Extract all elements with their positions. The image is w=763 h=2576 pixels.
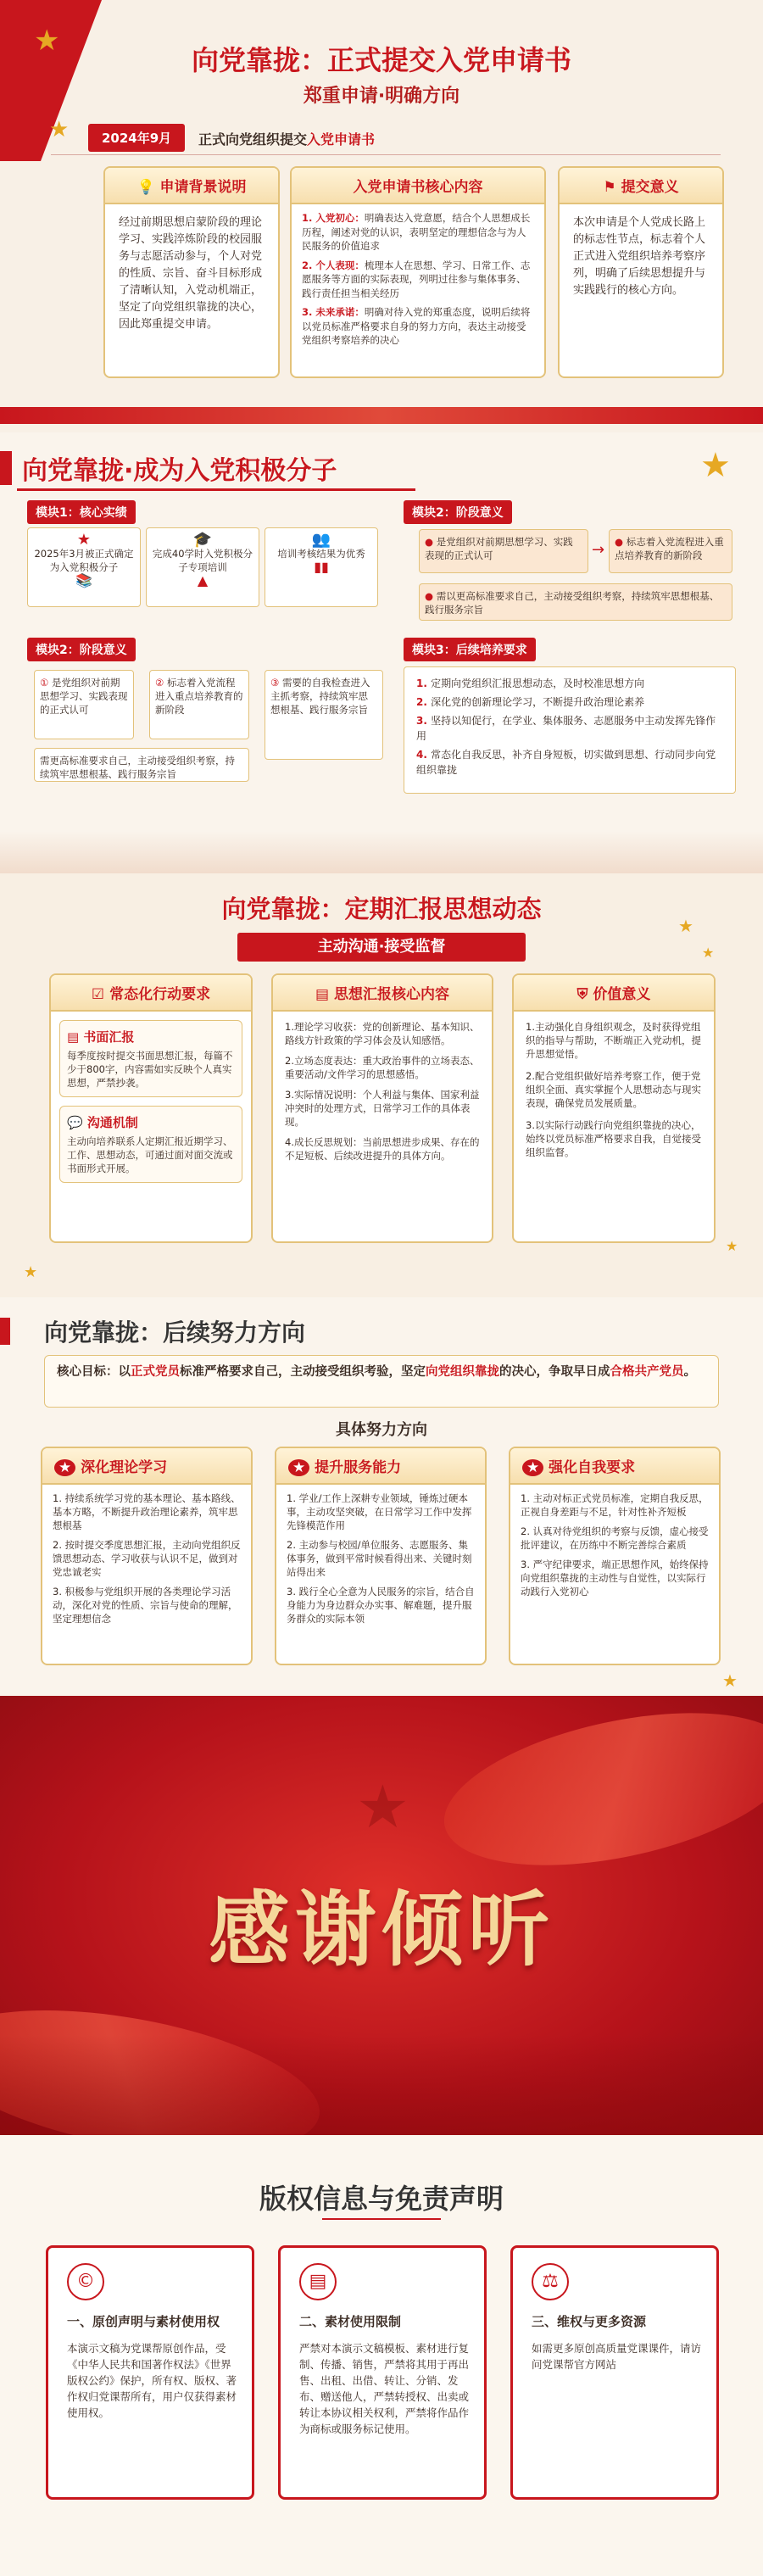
meaning-text: 是党组织对前期思想学习、实践表现的正式认可: [425, 536, 573, 561]
tagline: [198, 129, 375, 148]
card-body: 经过前期思想启蒙阶段的理论学习、实践淬炼阶段的校园服务与志愿活动参与，个人对党的性质、宗旨、奋斗目标形成了清晰认知，入党动机端正，坚定了向党组织靠拢的决心，因此郑重提交申请。: [119, 216, 263, 331]
dot-icon: ●: [425, 590, 437, 602]
achievement-text: 2025年3月被正式确定为入党积极分子: [34, 548, 134, 573]
card-body: 严禁对本演示文稿模板、素材进行复制、传播、销售，严禁将其用于再出售、出租、出借、转让、分销、发布、赠送他人，严禁转授权、出卖或转让本协议相关权利，严禁将作品作为商标或服务标记使用。: [299, 2342, 470, 2435]
requirements-box: [404, 666, 736, 794]
meaning-text: 需要的自我检查进入主抓考察，持续筑牢思想根基、践行服务宗旨: [270, 677, 370, 716]
star-badge-icon: ★: [522, 1459, 543, 1476]
dot-icon: ●: [425, 536, 437, 548]
section-title: 版权信息与免责声明: [259, 2183, 504, 2215]
column-service: [275, 1447, 487, 1665]
card-report-content: [271, 973, 493, 1243]
card-title-text: 思想汇报核心内容: [333, 986, 449, 1003]
subheading: 具体努力方向: [336, 1421, 427, 1439]
star-icon: ★: [49, 117, 70, 142]
banner-text: 主动沟通·接受监督: [317, 938, 446, 956]
card-actions: [49, 973, 253, 1243]
thanks-title: 感谢倾听: [209, 1882, 554, 1977]
module-tag: 模块2：阶段意义: [404, 500, 512, 524]
achievement-text: 培训考核结果为优秀: [277, 548, 365, 560]
card-title-text: 申请背景说明: [159, 179, 247, 196]
title-underline: [322, 2218, 441, 2220]
module-tag: 模块2：阶段意义: [27, 638, 136, 661]
card-title-text: 价值意义: [593, 986, 651, 1003]
goal-text: 核心目标：以: [57, 1365, 131, 1379]
list-item: 2.立场态度表达：重大政治事件的立场表态、重要活动/文件学习的思想感悟。: [285, 1055, 480, 1080]
card-title: [560, 168, 722, 204]
title-bar: [0, 451, 12, 485]
achievement-text: 完成40学时入党积极分子专项培训: [152, 548, 253, 573]
column-title-text: 深化理论学习: [81, 1459, 168, 1476]
card-title-text: 提交意义: [621, 179, 679, 196]
list-item: [302, 305, 534, 348]
document-icon: ▤: [299, 2263, 337, 2300]
tagline-text: 正式向党组织提交: [198, 131, 308, 148]
wave-decoration: [0, 831, 763, 873]
column-title: [510, 1448, 719, 1485]
goal-highlight: 正式党员: [131, 1365, 180, 1379]
achievement-box: [146, 527, 259, 607]
column-title-text: 提升服务能力: [315, 1459, 402, 1476]
item-number: 2.: [416, 696, 432, 708]
item-text: 深化党的创新理论学习，不断提升政治理论素养: [431, 696, 645, 708]
meaning-box: [609, 529, 732, 573]
graduation-cap-icon: 🎓: [192, 531, 213, 549]
achievement-box: [265, 527, 378, 607]
list-item: [416, 676, 723, 691]
meaning-box: [34, 748, 249, 782]
copyright-card: [278, 2245, 487, 2500]
item-number: 1.: [416, 677, 432, 689]
meaning-text: 标志着入党流程进入重点培养教育的新阶段: [155, 677, 243, 716]
meaning-box: [265, 670, 383, 760]
lightbulb-icon: 💡: [136, 179, 160, 196]
people-icon: 👥: [311, 531, 331, 549]
shield-icon: ⛨: [576, 986, 593, 1003]
section-activist: [0, 432, 763, 873]
card-background: [103, 166, 280, 378]
star-icon: ★: [678, 916, 693, 936]
card-title: [514, 975, 714, 1012]
card-title: [51, 975, 251, 1012]
star-icon: ★: [700, 446, 731, 485]
star-icon: ★: [34, 24, 60, 58]
copyright-card: [510, 2245, 719, 2500]
star-icon: ★: [726, 1238, 738, 1254]
date-badge: [88, 124, 185, 152]
ribbon: [0, 407, 763, 424]
section-application: [0, 0, 763, 432]
section-title: 向党靠拢·成为入党积极分子: [22, 456, 337, 486]
meaning-box: [34, 670, 134, 739]
card-significance: [558, 166, 724, 378]
card-title: [105, 168, 278, 204]
card-title: 二、素材使用限制: [299, 2314, 402, 2329]
star-icon: ★: [76, 531, 92, 549]
list-item: [416, 694, 723, 710]
list-item: 3.实际情况说明：个人利益与集体、国家利益冲突时的处理方式，日常学习工作的具体表现。: [285, 1089, 480, 1128]
subcard-title: 沟通机制: [86, 1115, 138, 1130]
subcard-title: 书面汇报: [83, 1029, 135, 1045]
star-icon: ★: [356, 1772, 409, 1842]
divider: [51, 154, 721, 155]
card-title: 入党申请书核心内容: [292, 168, 544, 204]
list-item: 1. 学业/工作上深耕专业领域，锤炼过硬本事，主动攻坚突破，在日常学习工作中发挥先锋模范作用: [287, 1492, 472, 1531]
item-number: 4.: [416, 749, 432, 761]
flag-icon: ⚑: [603, 179, 621, 196]
item-number: 3.: [416, 715, 432, 727]
column-title-text: 强化自我要求: [549, 1459, 636, 1476]
list-item: [416, 747, 723, 778]
title-underline: [17, 488, 415, 491]
list-item: 1. 主动对标正式党员标准，定期自我反思，正视自身差距与不足，针对性补齐短板: [521, 1492, 709, 1518]
step-number: ③: [270, 677, 282, 689]
subcard: [59, 1106, 242, 1183]
chart-icon: ▮▮: [314, 559, 329, 575]
item-text: 坚持以知促行，在学业、集体服务、志愿服务中主动发挥先锋作用: [416, 715, 716, 742]
dot-icon: ●: [615, 536, 627, 548]
column-title: [42, 1448, 251, 1485]
section-title: 向党靠拢：后续努力方向: [44, 1319, 306, 1347]
section-title: 向党靠拢：定期汇报思想动态: [221, 895, 542, 923]
page-title: 向党靠拢：正式提交入党申请书: [191, 44, 571, 76]
item-text: 常态化自我反思，补齐自身短板，切实做到思想、行动同步向党组织靠拢: [416, 749, 716, 776]
gavel-icon: ⚖: [532, 2263, 569, 2300]
star-icon: ★: [24, 1263, 38, 1281]
title-bar: [0, 1318, 10, 1345]
chat-icon: 💬: [67, 1115, 87, 1130]
copyright-card: [46, 2245, 254, 2500]
podium-icon: ▲: [197, 572, 209, 588]
list-item: 3. 积极参与党组织开展的各类理论学习活动，深化对党的性质、宗旨与使命的理解，坚定理想信念: [53, 1586, 238, 1625]
module-tag: 模块3：后续培养要求: [404, 638, 536, 661]
goal-highlight: 向党组织靠拢: [426, 1365, 499, 1379]
item-text: 梳理本人在思想、学习、日常工作、志愿服务等方面的实际表现，列明过往参与集体事务、践行责任担当相关经历: [302, 259, 531, 299]
column-theory: [41, 1447, 253, 1665]
section-report: [0, 873, 763, 1297]
list-item: 2. 认真对待党组织的考察与反馈，虚心接受批评建议，在历练中不断完善综合素质: [521, 1525, 709, 1551]
star-badge-icon: ★: [288, 1459, 309, 1476]
meaning-box: [419, 529, 588, 573]
card-title: [273, 975, 492, 1012]
section-copyright: [0, 2135, 763, 2576]
module-tag: 模块1：核心实绩: [27, 500, 136, 524]
meaning-text: 是党组织对前期思想学习、实践表现的正式认可: [40, 677, 128, 716]
document-icon: ▤: [67, 1029, 84, 1045]
list-item: [416, 713, 723, 744]
section-thanks: [0, 1696, 763, 2135]
card-body: 本次申请是个人党成长路上的标志性节点，标志着个人正式进入党组织培养考察序列，明确了后续思想提升与实践践行的核心方向。: [573, 216, 706, 297]
meaning-text: 需以更高标准要求自己，主动接受组织考察，持续筑牢思想根基、践行服务宗旨: [425, 590, 720, 616]
goal-text: 标准严格要求自己，主动接受组织考验，坚定: [180, 1365, 426, 1379]
mountain-decoration: [0, 2035, 763, 2135]
silk-ribbon: [431, 1696, 763, 1893]
list-item: 2. 按时提交季度思想汇报，主动向党组织反馈思想动态、学习收获与认识不足，做到对党忠诚老实: [53, 1539, 241, 1578]
goal-box: [44, 1355, 719, 1408]
list-item: 3. 践行全心全意为人民服务的宗旨，结合自身能力为身边群众办实事、解难题，提升服务群众的实际本领: [287, 1586, 475, 1625]
tagline-highlight: 入党申请书: [307, 131, 376, 148]
list-item: 2.配合党组织做好培养考察工作，便于党组织全面、真实掌握个人思想动态与现实表现，确保党员发展质量。: [526, 1070, 701, 1109]
card-title-text: 常态化行动要求: [109, 986, 211, 1003]
list-item: 3. 严守纪律要求，端正思想作风，始终保持向党组织靠拢的主动性与自觉性，以实际行动践行入党初心: [521, 1558, 709, 1597]
meaning-text: 需更高标准要求自己，主动接受组织考察，持续筑牢思想根基、践行服务宗旨: [40, 755, 235, 780]
goal-highlight: 合格共产党员: [610, 1365, 684, 1379]
step-number: ①: [40, 677, 52, 689]
list-item: 1. 持续系统学习党的基本理论、基本路线、基本方略，不断提升政治理论素养，筑牢思想根基: [53, 1492, 241, 1531]
banner: [237, 933, 526, 962]
list-item: 4.成长反思规划：当前思想进步成果、存在的不足短板、后续改进提升的具体方向。: [285, 1136, 480, 1162]
card-value: [512, 973, 716, 1243]
checklist-icon: ☑: [91, 986, 110, 1003]
list-item: 1.主动强化自身组织观念，及时获得党组织的指导与帮助，不断端正入党动机，提升思想觉悟。: [526, 1021, 701, 1060]
star-icon: ★: [702, 945, 715, 961]
item-text: 明确表达入党意愿，结合个人思想成长历程，阐述对党的认识，表明坚定的理想信念与为人民服务的价值追求: [302, 212, 531, 252]
list-item: 3.以实际行动践行向党组织靠拢的决心，始终以党员标准严格要求自我，自觉接受组织监督。: [526, 1119, 701, 1158]
meaning-box: [419, 583, 732, 621]
list-item: [302, 211, 534, 254]
item-heading: 2. 个人表现：: [302, 259, 365, 271]
card-body: 如需更多原创高质量党课课件，请访问党课帮官方网站: [532, 2342, 702, 2371]
subcard: [59, 1020, 242, 1097]
list-item: 1.理论学习收获：党的创新理论、基本知识、路线方针政策的学习体会及认知感悟。: [285, 1021, 480, 1046]
section-future: [0, 1297, 763, 1696]
meaning-box: [149, 670, 249, 739]
date-label: 2024年9月: [102, 131, 172, 146]
card-body: 本演示文稿为党课帮原创作品，受《中华人民共和国著作权法》《世界版权公约》保护，所有权、版权、著作权归党课帮所有，用户仅获得素材使用权。: [67, 2342, 237, 2419]
badge-icon: ©: [67, 2263, 104, 2300]
item-text: 定期向党组织汇报思想动态，及时校准思想方向: [431, 677, 645, 689]
star-icon: ★: [722, 1670, 738, 1691]
achievement-box: [27, 527, 141, 607]
star-badge-icon: ★: [54, 1459, 75, 1476]
step-number: ②: [155, 677, 167, 689]
card-title: 三、维权与更多资源: [532, 2314, 647, 2329]
goal-text: 的决心，争取早日成: [499, 1365, 610, 1379]
card-title: 一、原创声明与素材使用权: [67, 2314, 220, 2329]
item-text: 明确对待入党的郑重态度，说明后续将以党员标准严格要求自身的努力方向，表达主动接受党组织考察培养的决心: [302, 306, 531, 346]
item-heading: 3. 未来承诺：: [302, 306, 365, 318]
column-self: [509, 1447, 721, 1665]
document-icon: ▤: [315, 986, 334, 1003]
subcard-text: 每季度按时提交书面思想汇报，每篇不少于800字，内容需如实反映个人真实思想，严禁抄袭。: [67, 1050, 233, 1089]
page-subtitle: 郑重申请·明确方向: [303, 86, 460, 107]
list-item: 2. 主动参与校园/单位服务、志愿服务、集体事务，做到平常时候看得出来、关键时刻站得出来: [287, 1539, 472, 1578]
subcard-text: 主动向培养联系人定期汇报近期学习、工作、思想动态，可通过面对面交流或书面形式开展。: [67, 1135, 233, 1174]
arrow-icon: →: [592, 541, 605, 559]
card-core-content: [290, 166, 546, 378]
item-heading: 1. 入党初心：: [302, 212, 365, 224]
list-item: [302, 259, 534, 301]
meaning-text: 标志着入党流程进入重点培养教育的新阶段: [615, 536, 724, 561]
book-icon: 📚: [75, 572, 92, 588]
goal-text: 。: [683, 1365, 696, 1379]
column-title: [276, 1448, 485, 1485]
